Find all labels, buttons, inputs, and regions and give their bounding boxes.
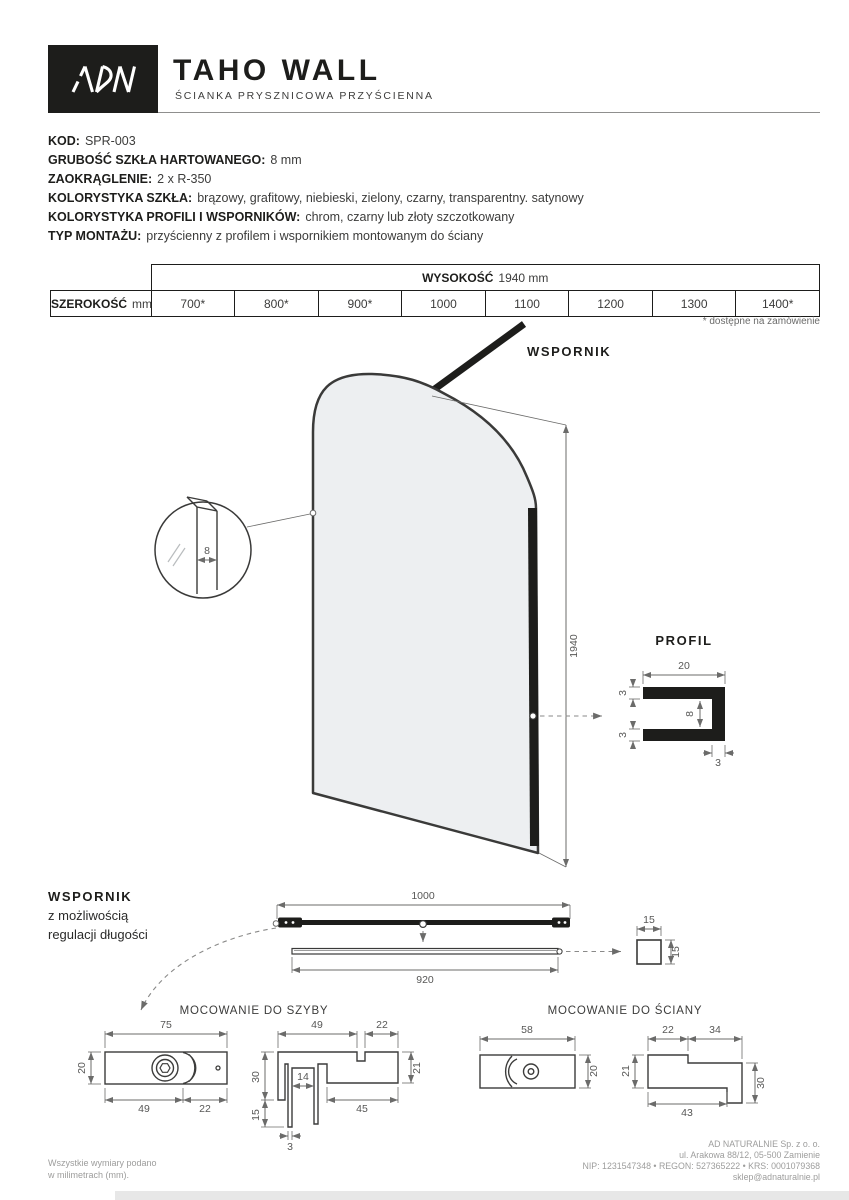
glass-mount-front-view bbox=[76, 1019, 227, 1115]
spec-line bbox=[48, 208, 584, 227]
bracket-section bbox=[48, 889, 682, 1010]
glass-thickness-detail bbox=[155, 497, 316, 598]
dim-gm-side-slot: 14 bbox=[297, 1071, 309, 1083]
dim-gm-side-topright: 22 bbox=[376, 1019, 388, 1031]
spec-label: KOLORYSTYKA SZKŁA: bbox=[48, 191, 193, 205]
dim-wm-front-height: 20 bbox=[588, 1065, 600, 1077]
width-cell: 800* bbox=[235, 291, 319, 317]
bracket-leader-curve bbox=[141, 928, 276, 1010]
width-cell: 700* bbox=[151, 291, 235, 317]
dim-profil-bottom-flange: 3 bbox=[617, 732, 629, 738]
spec-line bbox=[48, 227, 584, 246]
dim-bracket-min: 920 bbox=[416, 974, 434, 986]
profil-detail-drawing bbox=[617, 633, 734, 769]
adn-logo-icon bbox=[48, 45, 158, 113]
profile-connector-dot bbox=[530, 713, 536, 719]
spec-label: TYP MONTAŻU: bbox=[48, 229, 142, 243]
footer-company-name: AD NATURALNIE Sp. z o. o. bbox=[708, 1139, 820, 1149]
wall-mount-front-view bbox=[480, 1024, 600, 1088]
page-title: TAHO WALL bbox=[173, 54, 381, 87]
dim-wm-side-right: 30 bbox=[755, 1077, 767, 1089]
dim-height-1940: 1940 bbox=[568, 634, 580, 658]
width-cell: 900* bbox=[318, 291, 402, 317]
spec-line bbox=[48, 151, 584, 170]
dim-gm-front-width: 75 bbox=[160, 1019, 172, 1031]
wall-mount-title: MOCOWANIE DO ŚCIANY bbox=[547, 1005, 703, 1017]
width-cell: 1300 bbox=[652, 291, 736, 317]
glass-mount-drawing bbox=[76, 1005, 423, 1153]
dim-glass-thickness: 8 bbox=[204, 545, 210, 557]
dim-wm-side-topright: 34 bbox=[709, 1024, 721, 1036]
page-subtitle: ŚCIANKA PRYSZNICOWA PRZYŚCIENNA bbox=[175, 90, 434, 102]
footer-note-line1: Wszystkie wymiary podano bbox=[48, 1158, 157, 1168]
spec-value: SPR-003 bbox=[84, 134, 136, 148]
bracket-title: WSPORNIK bbox=[48, 889, 133, 904]
spec-value: przyścienny z profilem i wspornikiem montowanym do ściany bbox=[146, 229, 484, 243]
table-height-header: WYSOKOŚĆ 1940 mm bbox=[151, 265, 820, 291]
bracket-rod bbox=[421, 324, 524, 399]
glass-mount-side-view bbox=[250, 1019, 423, 1153]
bottom-bar bbox=[115, 1191, 849, 1200]
product-specs bbox=[48, 132, 584, 246]
dim-profil-width: 20 bbox=[678, 660, 690, 672]
dim-profil-slot: 8 bbox=[684, 711, 696, 717]
dim-gm-side-height: 30 bbox=[250, 1071, 262, 1083]
footer-company-ids: NIP: 1231547348 • REGON: 527365222 • KRS: 0001079368 bbox=[582, 1161, 820, 1171]
dim-tube-height: 15 bbox=[670, 946, 682, 958]
dim-gm-side-foot: 3 bbox=[287, 1141, 293, 1153]
dim-profil-wall: 3 bbox=[715, 757, 721, 769]
size-table bbox=[50, 264, 820, 317]
dim-gm-side-leg: 15 bbox=[250, 1109, 262, 1121]
dim-wm-side-left: 21 bbox=[620, 1065, 632, 1077]
adn-logo-box bbox=[48, 45, 158, 113]
dim-gm-front-left: 49 bbox=[138, 1103, 150, 1115]
spec-label: GRUBOŚĆ SZKŁA HARTOWANEGO: bbox=[48, 153, 266, 167]
dim-gm-side-rightheight: 21 bbox=[411, 1062, 423, 1074]
dim-gm-side-bottom: 45 bbox=[356, 1103, 368, 1115]
header-divider bbox=[158, 112, 820, 113]
spec-label: KOLORYSTYKA PROFILI I WSPORNIKÓW: bbox=[48, 210, 301, 224]
glass-panel-drawing bbox=[155, 324, 611, 867]
bracket-subtitle-1: z możliwością bbox=[48, 908, 129, 923]
footer-company-email: sklep@adnaturalnie.pl bbox=[732, 1172, 820, 1182]
wall-mount-drawing bbox=[480, 1004, 767, 1119]
footer-company-address: ul. Arakowa 88/12, 05-500 Zamienie bbox=[679, 1150, 820, 1160]
table-corner-empty bbox=[51, 265, 152, 291]
width-cell: 1100 bbox=[485, 291, 569, 317]
bracket-cross-section bbox=[637, 914, 682, 964]
dim-wm-front-width: 58 bbox=[521, 1024, 533, 1036]
table-width-header: SZEROKOŚĆ mm bbox=[51, 291, 152, 317]
glass-mount-title: MOCOWANIE DO SZYBY bbox=[179, 1005, 329, 1017]
dim-bracket-max: 1000 bbox=[411, 890, 435, 902]
wall-mount-side-view bbox=[620, 1024, 767, 1119]
dim-wm-side-topleft: 22 bbox=[662, 1024, 674, 1036]
spec-label: ZAOKRĄGLENIE: bbox=[48, 172, 153, 186]
dim-gm-front-right: 22 bbox=[199, 1103, 211, 1115]
dim-gm-side-topleft: 49 bbox=[311, 1019, 323, 1031]
profil-title: PROFIL bbox=[655, 633, 713, 648]
bracket-rod-retracted bbox=[292, 949, 621, 987]
width-cell: 1000 bbox=[402, 291, 486, 317]
dim-wm-side-bottom: 43 bbox=[681, 1107, 693, 1119]
dim-tube-width: 15 bbox=[643, 914, 655, 926]
technical-drawing bbox=[0, 320, 849, 1200]
spec-value: 2 x R-350 bbox=[157, 172, 212, 186]
spec-line bbox=[48, 170, 584, 189]
spec-value: chrom, czarny lub złoty szczotkowany bbox=[305, 210, 515, 224]
footer-note-line2: w milimetrach (mm). bbox=[48, 1170, 129, 1180]
width-cell: 1200 bbox=[569, 291, 653, 317]
table-footnote: * dostępne na zamówienie bbox=[702, 316, 820, 327]
width-cell: 1400* bbox=[736, 291, 820, 317]
wspornik-callout-label: WSPORNIK bbox=[527, 344, 612, 359]
bracket-rod-extended bbox=[273, 890, 570, 942]
spec-line bbox=[48, 132, 584, 151]
glass-panel bbox=[313, 374, 538, 853]
dim-profil-top-flange: 3 bbox=[617, 690, 629, 696]
spec-line bbox=[48, 189, 584, 208]
dim-gm-front-height: 20 bbox=[76, 1062, 88, 1074]
footer-company bbox=[0, 1139, 820, 1183]
spec-value: 8 mm bbox=[270, 153, 302, 167]
bracket-subtitle-2: regulacji długości bbox=[48, 927, 148, 942]
spec-value: brązowy, grafitowy, niebieski, zielony, czarny, transparentny. satynowy bbox=[197, 191, 584, 205]
spec-label: KOD: bbox=[48, 134, 80, 148]
